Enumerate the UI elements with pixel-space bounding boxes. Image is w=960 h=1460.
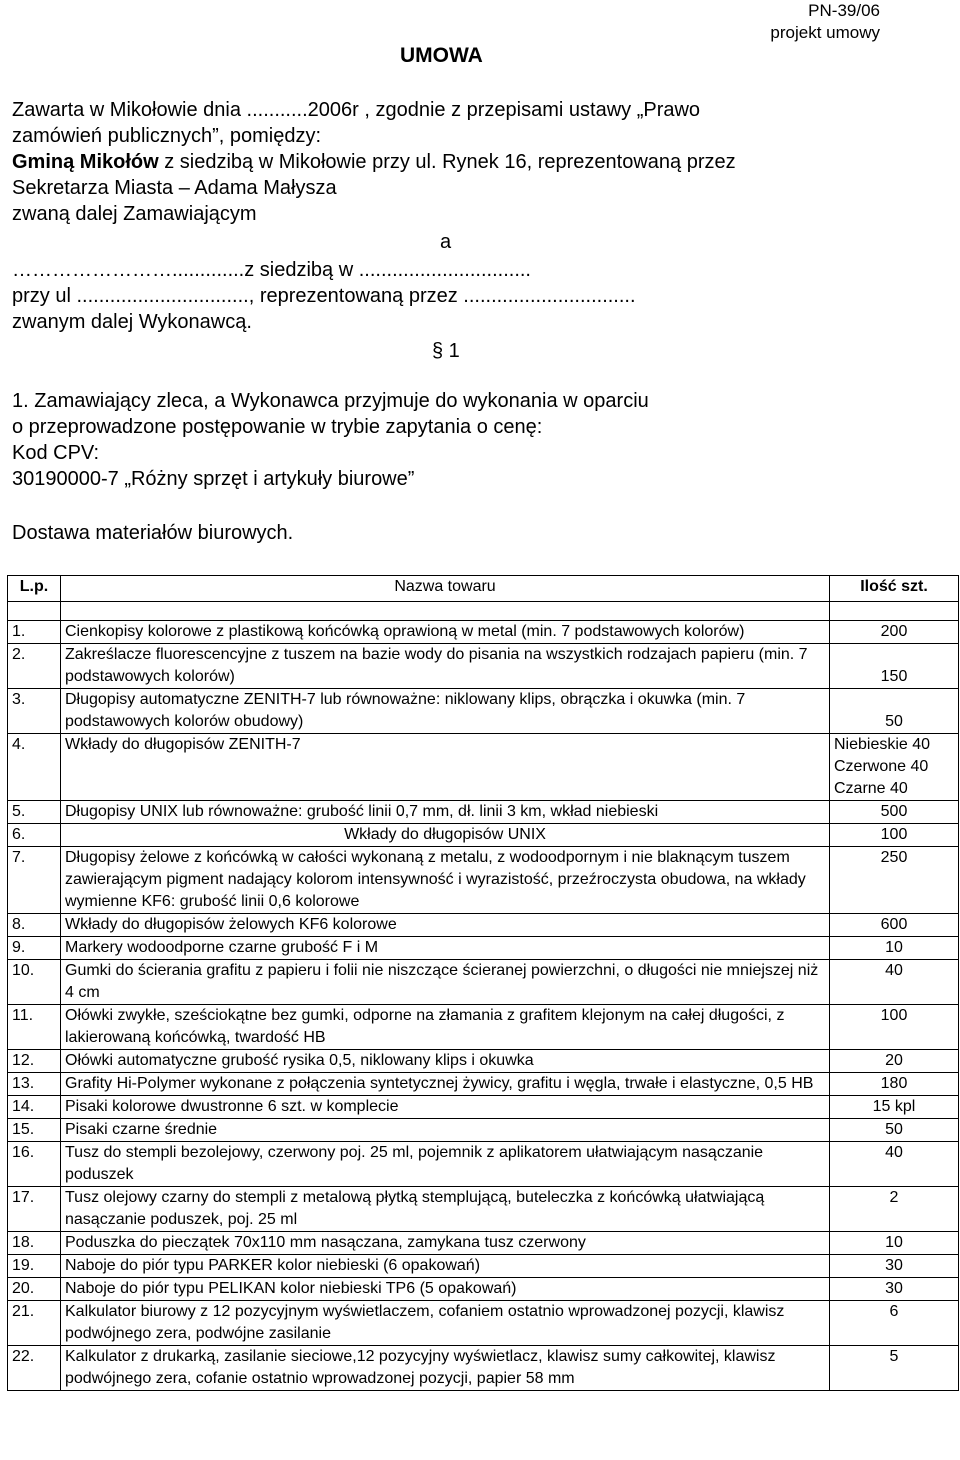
row-qty: 40 [830, 1142, 959, 1187]
row-name: Ołówki zwykłe, sześciokątne bez gumki, odporne na złamania z grafitem klejonym na całej długości, z lakierowaną końcówką, twardość HB [61, 1005, 830, 1050]
table-row [8, 1187, 959, 1232]
table-row [8, 734, 959, 801]
row-qty: 15 kpl [830, 1096, 959, 1119]
row-num: 1. [8, 621, 61, 644]
row-num: 14. [8, 1096, 61, 1119]
row-name: Długopisy żelowe z końcówką w całości wykonaną z metalu, z wodoodpornym i nie blaknącym tuszem zawierającym pigment nadający kolorom intensywność i wyrazistość, przeźroczysta obudowa, na wkłady wymienne KF6: grubość linii 0,6 kolorowe [61, 847, 830, 914]
clause-line-2: o przeprowadzone postępowanie w trybie zapytania o cenę: [12, 416, 543, 438]
row-name: Pisaki kolorowe dwustronne 6 szt. w komplecie [61, 1096, 830, 1119]
intro-line-8: przy ul ..............................., reprezentowaną przez ............................... [12, 285, 636, 307]
document-title: UMOWA [400, 44, 483, 67]
table-row [8, 1119, 959, 1142]
row-qty-black: Czarne 40 [834, 780, 908, 797]
row-name: Naboje do piór typu PARKER kolor niebieski (6 opakowań) [61, 1255, 830, 1278]
table-row [8, 824, 959, 847]
intro-line-5: zwaną dalej Zamawiającym [12, 203, 257, 225]
row-name: Gumki do ścierania grafitu z papieru i folii nie niszczące ścieranej powierzchni, o długości nie mniejszej niż 4 cm [61, 960, 830, 1005]
table-header-row [8, 576, 959, 602]
row-num: 5. [8, 801, 61, 824]
table-row [8, 1142, 959, 1187]
row-qty: 40 [830, 960, 959, 1005]
table-row [8, 960, 959, 1005]
row-num: 6. [8, 824, 61, 847]
row-name: Cienkopisy kolorowe z plastikową końcówką oprawioną w metal (min. 7 podstawowych kolorów) [61, 621, 830, 644]
table-row [8, 1278, 959, 1301]
row-qty: 250 [830, 847, 959, 914]
row-num: 22. [8, 1346, 61, 1391]
row-qty: 30 [830, 1255, 959, 1278]
row-qty: 500 [830, 801, 959, 824]
clause-line-4: 30190000-7 „Różny sprzęt i artykuły biurowe” [12, 468, 415, 490]
row-qty: 30 [830, 1278, 959, 1301]
row-name: Tusz olejowy czarny do stempli z metalową płytką stemplującą, buteleczka z końcówką ułatwiającą nasączanie poduszek, poj. 25 ml [61, 1187, 830, 1232]
row-qty [830, 734, 959, 801]
row-num: 15. [8, 1119, 61, 1142]
table-row [8, 1255, 959, 1278]
table-row [8, 1232, 959, 1255]
table-row [8, 937, 959, 960]
row-qty: 2 [830, 1187, 959, 1232]
items-table [7, 575, 959, 1391]
intro-line-6: a [440, 231, 452, 253]
table-row [8, 689, 959, 734]
row-name: Markery wodoodporne czarne grubość F i M [61, 937, 830, 960]
table-row [8, 1346, 959, 1391]
table-row [8, 621, 959, 644]
table-row [8, 1005, 959, 1050]
table-spacer [8, 602, 959, 621]
intro-line-3 [12, 149, 736, 175]
header-num: L.p. [8, 576, 61, 602]
table-row [8, 847, 959, 914]
row-num: 7. [8, 847, 61, 914]
table-row [8, 801, 959, 824]
row-name: Wkłady do długopisów ZENITH-7 [61, 734, 830, 801]
intro-line-4: Sekretarza Miasta – Adama Małysza [12, 177, 337, 199]
document-header [770, 0, 880, 44]
row-qty: 100 [830, 1005, 959, 1050]
row-name: Wkłady do długopisów UNIX [61, 824, 830, 847]
table-row [8, 644, 959, 689]
table-row [8, 1050, 959, 1073]
row-num: 4. [8, 734, 61, 801]
row-qty: 20 [830, 1050, 959, 1073]
intro-line-9: zwanym dalej Wykonawcą. [12, 311, 252, 333]
row-name: Tusz do stempli bezolejowy, czerwony poj. 25 ml, pojemnik z aplikatorem ułatwiającym nasączanie poduszek [61, 1142, 830, 1187]
row-name: Poduszka do pieczątek 70x110 mm nasączana, zamykana tusz czerwony [61, 1232, 830, 1255]
row-name: Kalkulator z drukarką, zasilanie sieciowe,12 pozycyjny wyświetlacz, klawisz sumy całkowitej, klawisz podwójnego zera, cofanie ostatnio wprowadzonej pozycji, papier 58 mm [61, 1346, 830, 1391]
row-qty-blue: Niebieskie 40 [834, 736, 931, 753]
header-name: Nazwa towaru [61, 576, 830, 602]
row-num: 3. [8, 689, 61, 734]
row-qty: 180 [830, 1073, 959, 1096]
row-num: 13. [8, 1073, 61, 1096]
header-qty: Ilość szt. [830, 576, 959, 602]
row-name: Zakreślacze fluorescencyjne z tuszem na bazie wody do pisania na wszystkich rodzajach papieru (min. 7 podstawowych kolorów) [61, 644, 830, 689]
row-name: Kalkulator biurowy z 12 pozycyjnym wyświetlaczem, cofaniem ostatnio wprowadzonej pozycji, klawisz podwójnego zera, podwójne zasilanie [61, 1301, 830, 1346]
row-name: Grafity Hi-Polymer wykonane z połączenia syntetycznej żywicy, grafitu i węgla, trwałe i elastyczne, 0,5 HB [61, 1073, 830, 1096]
row-name: Wkłady do długopisów żelowych KF6 kolorowe [61, 914, 830, 937]
row-qty: 50 [830, 689, 959, 734]
table-row [8, 1073, 959, 1096]
row-num: 19. [8, 1255, 61, 1278]
party-name: Gminą Mikołów [12, 151, 159, 173]
clause-line-5: Dostawa materiałów biurowych. [12, 522, 294, 544]
row-num: 21. [8, 1301, 61, 1346]
row-name: Naboje do piór typu PELIKAN kolor niebieski TP6 (5 opakowań) [61, 1278, 830, 1301]
row-num: 12. [8, 1050, 61, 1073]
row-qty: 5 [830, 1346, 959, 1391]
row-qty: 100 [830, 824, 959, 847]
row-num: 16. [8, 1142, 61, 1187]
row-num: 11. [8, 1005, 61, 1050]
intro-line-7: …………………….............z siedzibą w ............................... [12, 259, 531, 281]
document-number: PN-39/06 [808, 1, 880, 20]
table-row [8, 1301, 959, 1346]
party-address: z siedzibą w Mikołowie przy ul. Rynek 16, reprezentowaną przez [158, 151, 736, 173]
intro-line-2: zamówień publicznych”, pomiędzy: [12, 125, 322, 147]
document-status: projekt umowy [770, 23, 880, 42]
row-qty: 600 [830, 914, 959, 937]
row-num: 17. [8, 1187, 61, 1232]
row-qty: 10 [830, 1232, 959, 1255]
row-num: 18. [8, 1232, 61, 1255]
row-num: 20. [8, 1278, 61, 1301]
row-qty-red: Czerwone 40 [834, 758, 929, 775]
table-row [8, 1096, 959, 1119]
row-qty: 200 [830, 621, 959, 644]
row-name: Długopisy automatyczne ZENITH-7 lub równoważne: niklowany klips, obrączka i okuwka (min. 7 podstawowych kolorów obudowy) [61, 689, 830, 734]
row-qty: 50 [830, 1119, 959, 1142]
row-num: 10. [8, 960, 61, 1005]
row-qty: 10 [830, 937, 959, 960]
row-num: 8. [8, 914, 61, 937]
row-num: 9. [8, 937, 61, 960]
row-name: Ołówki automatyczne grubość rysika 0,5, niklowany klips i okuwka [61, 1050, 830, 1073]
row-num: 2. [8, 644, 61, 689]
clause-line-1: 1. Zamawiający zleca, a Wykonawca przyjmuje do wykonania w oparciu [12, 390, 649, 412]
row-name: Pisaki czarne średnie [61, 1119, 830, 1142]
intro-line-1: Zawarta w Mikołowie dnia ...........2006r , zgodnie z przepisami ustawy „Prawo [12, 99, 701, 121]
table-row [8, 914, 959, 937]
clause-line-3: Kod CPV: [12, 442, 100, 464]
row-qty: 6 [830, 1301, 959, 1346]
row-qty: 150 [830, 644, 959, 689]
section-symbol: § 1 [432, 340, 460, 362]
row-name: Długopisy UNIX lub równoważne: grubość linii 0,7 mm, dł. linii 3 km, wkład niebieski [61, 801, 830, 824]
